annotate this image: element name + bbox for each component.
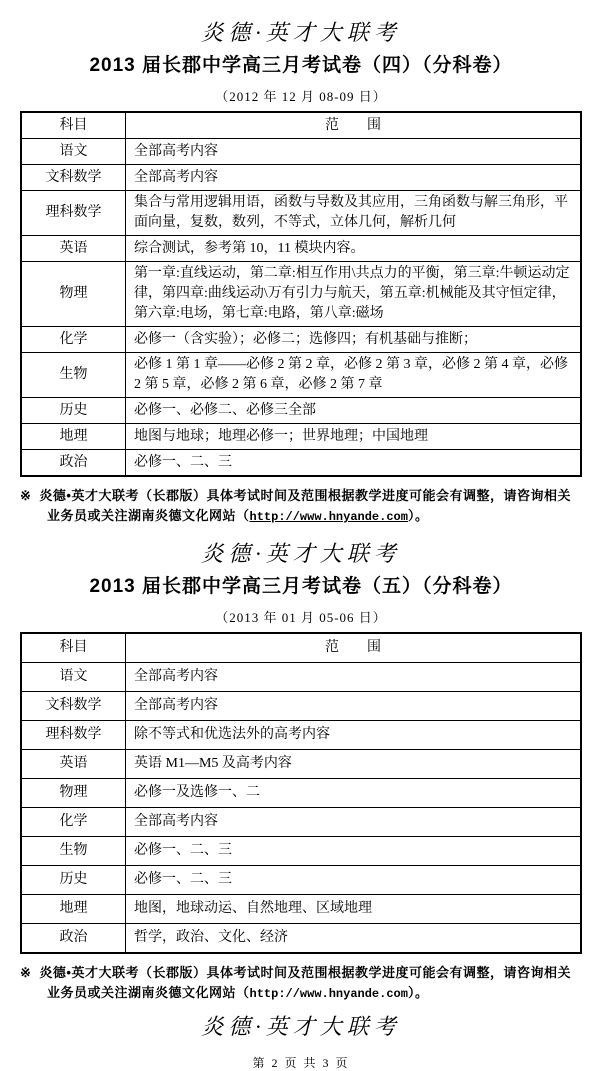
table-row: [21, 721, 581, 750]
subject-column-header: 科目: [21, 633, 126, 663]
range-cell: 全部高考内容: [126, 165, 582, 191]
subject-cell: 语文: [21, 663, 126, 692]
subject-cell: 历史: [21, 866, 126, 895]
note-text: 炎德•英才大联考（长郡版）具体考试时间及范围根据教学进度可能会有调整，请咨询相关业务员或关注湖南炎德文化网站（: [39, 488, 571, 523]
section-exam-5: [20, 541, 582, 1004]
brand-heading: 炎德·英才大联考: [201, 20, 401, 45]
exam-date: （2013 年 01 月 05-06 日）: [215, 610, 387, 625]
subject-cell: 物理: [21, 262, 126, 327]
range-cell: 必修一及选修一、二: [126, 779, 582, 808]
range-cell: 集合与常用逻辑用语，函数与导数及其应用，三角函数与解三角形，平面向量，复数，数列，不等式，立体几何，解析几何: [126, 191, 582, 236]
table-header-row: [21, 112, 581, 139]
range-cell: 第一章:直线运动，第二章:相互作用\共点力的平衡，第三章:牛顿运动定律，第四章:曲线运动\万有引力与航天，第五章:机械能及其守恒定律，第六章:电场，第七章:电路，第八章:磁场: [126, 262, 582, 327]
table-row: [21, 191, 581, 236]
table-row: [21, 262, 581, 327]
table-row: [21, 236, 581, 262]
note: [20, 486, 582, 527]
range-cell: 综合测试，参考第 10，11 模块内容。: [126, 236, 582, 262]
subject-cell: 生物: [21, 353, 126, 398]
subject-cell: 理科数学: [21, 191, 126, 236]
range-cell: 地图与地球；地理必修一；世界地理；中国地理: [126, 424, 582, 450]
table-row: [21, 692, 581, 721]
table-row: [21, 866, 581, 895]
range-cell: 必修 1 第 1 章——必修 2 第 2 章，必修 2 第 3 章，必修 2 第 4 章，必修 2 第 5 章，必修 2 第 6 章，必修 2 第 7 章: [126, 353, 582, 398]
range-cell: 除不等式和优选法外的高考内容: [126, 721, 582, 750]
range-column-header: 范 围: [126, 112, 582, 139]
table-row: [21, 663, 581, 692]
page-number: 第 2 页 共 3 页: [252, 1056, 350, 1070]
range-cell: 全部高考内容: [126, 692, 582, 721]
range-cell: 必修一、二、三: [126, 837, 582, 866]
table-row: [21, 424, 581, 450]
table-row: [21, 327, 581, 353]
range-cell: 地图，地球动运、自然地理、区域地理: [126, 895, 582, 924]
range-column-header: 范 围: [126, 633, 582, 663]
table-row: [21, 353, 581, 398]
note-text-after: ）。: [407, 508, 429, 523]
range-cell: 全部高考内容: [126, 663, 582, 692]
note-mark: ※: [20, 488, 32, 503]
exam-title: 2013 届长郡中学高三月考试卷（五）（分科卷）: [89, 576, 513, 597]
table-row: [21, 450, 581, 477]
table-row: [21, 750, 581, 779]
subject-column-header: 科目: [21, 112, 126, 139]
subject-cell: 政治: [21, 450, 126, 477]
range-cell: 必修一（含实验）；必修二；选修四；有机基础与推断；: [126, 327, 582, 353]
range-cell: 必修一、二、三: [126, 450, 582, 477]
section-exam-4: [20, 20, 582, 527]
note-text: 炎德•英才大联考（长郡版）具体考试时间及范围根据教学进度可能会有调整，请咨询相关业务员或关注湖南炎德文化网站（: [39, 965, 571, 1000]
subject-cell: 化学: [21, 327, 126, 353]
range-cell: 哲学，政治、文化、经济: [126, 924, 582, 954]
note: [20, 963, 582, 1004]
subject-cell: 地理: [21, 895, 126, 924]
range-cell: 必修一、必修二、必修三全部: [126, 398, 582, 424]
subject-cell: 物理: [21, 779, 126, 808]
range-cell: 必修一、二、三: [126, 866, 582, 895]
table-row: [21, 165, 581, 191]
footer-brand: 炎德·英才大联考: [201, 1014, 401, 1039]
website-link[interactable]: http://www.hnyande.com: [249, 510, 408, 524]
table-row: [21, 398, 581, 424]
note-text-after: ）。: [407, 985, 429, 1000]
subject-cell: 理科数学: [21, 721, 126, 750]
exam-date: （2012 年 12 月 08-09 日）: [215, 89, 387, 104]
table-row: [21, 808, 581, 837]
table-row: [21, 779, 581, 808]
subject-cell: 政治: [21, 924, 126, 954]
range-cell: 英语 M1—M5 及高考内容: [126, 750, 582, 779]
exam-title: 2013 届长郡中学高三月考试卷（四）（分科卷）: [89, 55, 513, 76]
table-row: [21, 837, 581, 866]
brand-heading: 炎德·英才大联考: [201, 541, 401, 566]
table-row: [21, 895, 581, 924]
exam-scope-table: [20, 111, 582, 477]
website-url-text: http://www.hnyande.com: [249, 987, 408, 1001]
table-header-row: [21, 633, 581, 663]
subject-cell: 文科数学: [21, 165, 126, 191]
note-mark: ※: [20, 965, 32, 980]
subject-cell: 文科数学: [21, 692, 126, 721]
subject-cell: 语文: [21, 139, 126, 165]
subject-cell: 英语: [21, 750, 126, 779]
range-cell: 全部高考内容: [126, 139, 582, 165]
subject-cell: 历史: [21, 398, 126, 424]
exam-scope-table: [20, 632, 582, 954]
subject-cell: 英语: [21, 236, 126, 262]
table-row: [21, 139, 581, 165]
range-cell: 全部高考内容: [126, 808, 582, 837]
subject-cell: 化学: [21, 808, 126, 837]
subject-cell: 地理: [21, 424, 126, 450]
subject-cell: 生物: [21, 837, 126, 866]
table-row: [21, 924, 581, 954]
